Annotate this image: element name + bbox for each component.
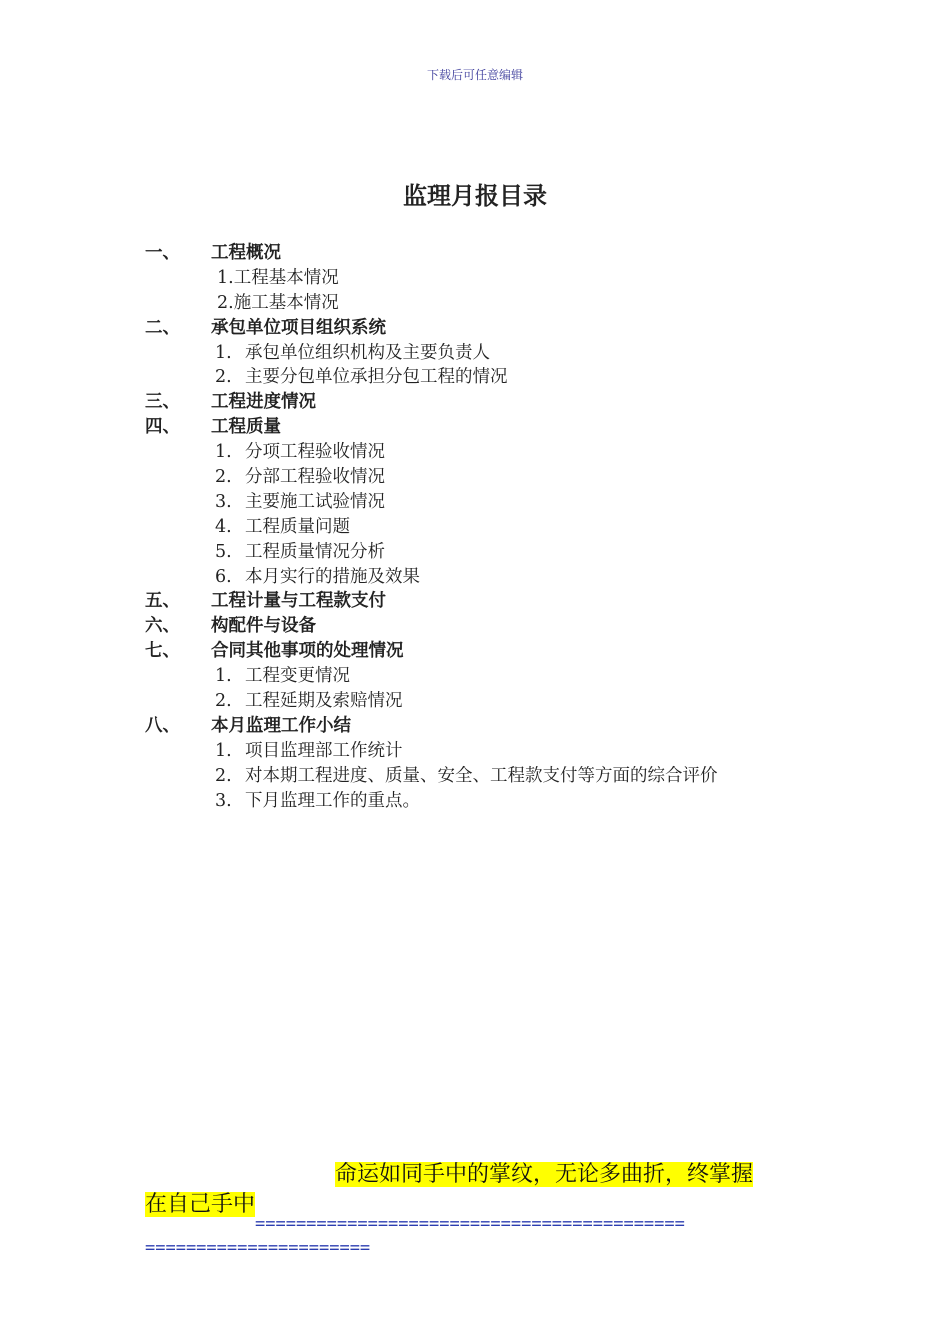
toc-subitem-text: 主要分包单位承担分包工程的情况 <box>245 367 508 388</box>
toc-subitem <box>145 440 845 465</box>
toc-section-number: 三、 <box>145 392 180 413</box>
toc-subitem-text: 2.施工基本情况 <box>217 292 339 313</box>
toc-subitem-number: 5. <box>215 541 232 562</box>
toc-section-title: 构配件与设备 <box>211 616 316 637</box>
separator-line-1: ========================================== <box>255 1214 685 1234</box>
toc-subitem-text: 工程延期及索赔情况 <box>245 691 403 712</box>
toc-section <box>145 390 845 415</box>
toc-section <box>145 589 845 614</box>
toc-subitem-number: 2. <box>215 367 232 388</box>
toc-subitem-text: 本月实行的措施及效果 <box>245 566 420 587</box>
toc-section-number: 七、 <box>145 641 180 662</box>
toc-section-title: 本月监理工作小结 <box>211 715 351 736</box>
toc-subitem-number: 1. <box>215 342 232 363</box>
toc-subitem-text: 工程质量情况分析 <box>245 541 385 562</box>
toc-subitem-text: 承包单位组织机构及主要负责人 <box>245 342 490 363</box>
toc-subitem-number: 1. <box>215 740 232 761</box>
toc-subitem-text: 对本期工程进度、质量、安全、工程款支付等方面的综合评价 <box>245 765 718 786</box>
toc-section <box>145 241 845 266</box>
header-note: 下载后可任意编辑 <box>426 68 523 82</box>
toc-section-title: 工程质量 <box>211 417 281 438</box>
toc-section-number: 一、 <box>145 243 180 263</box>
toc-subitem <box>145 341 845 366</box>
table-of-contents <box>145 241 845 813</box>
toc-section <box>145 614 845 639</box>
toc-subitem <box>145 365 845 390</box>
toc-subitem-text: 下月监理工作的重点。 <box>245 790 420 811</box>
separator-line <box>145 1212 810 1260</box>
toc-subitem-number: 4. <box>215 516 232 537</box>
toc-subitem-text: 1.工程基本情况 <box>217 267 339 288</box>
document-title: 监理月报目录 <box>403 181 547 210</box>
toc-subitem-text: 分项工程验收情况 <box>245 442 385 463</box>
toc-section-title: 工程概况 <box>211 243 281 263</box>
toc-subitem <box>145 565 845 590</box>
toc-section-number: 二、 <box>145 317 180 338</box>
toc-section-title: 工程进度情况 <box>211 392 316 413</box>
toc-subitem <box>145 664 845 689</box>
toc-section-number: 五、 <box>145 591 180 612</box>
toc-subitem-text: 项目监理部工作统计 <box>245 740 403 761</box>
toc-subitem-number: 3. <box>215 491 232 512</box>
toc-subitem <box>145 515 845 540</box>
toc-subitem <box>145 789 845 814</box>
toc-section-title: 工程计量与工程款支付 <box>211 591 386 612</box>
toc-section-number: 四、 <box>145 417 180 438</box>
toc-subitem <box>145 764 845 789</box>
toc-subitem-number: 1. <box>215 666 232 687</box>
toc-subitem-number: 2. <box>215 467 232 488</box>
toc-subitem <box>145 689 845 714</box>
toc-subitem <box>145 540 845 565</box>
toc-section <box>145 639 845 664</box>
toc-subitem <box>145 739 845 764</box>
toc-subitem-number: 6. <box>215 566 232 587</box>
motto-line-2: 在自己手中 <box>145 1192 256 1217</box>
toc-subitem <box>145 266 845 291</box>
toc-section-title: 合同其他事项的处理情况 <box>211 641 404 662</box>
toc-subitem-number: 1. <box>215 442 232 463</box>
toc-subitem <box>145 490 845 515</box>
separator-line-2: ====================== <box>145 1238 371 1258</box>
toc-section-title: 承包单位项目组织系统 <box>211 317 386 338</box>
toc-subitem-number: 2. <box>215 691 232 712</box>
toc-section-number: 六、 <box>145 616 180 637</box>
toc-subitem-text: 分部工程验收情况 <box>245 467 385 488</box>
motto-quote <box>145 1160 810 1220</box>
toc-section-number: 八、 <box>145 715 180 736</box>
toc-section <box>145 714 845 739</box>
toc-subitem-text: 工程质量问题 <box>245 516 350 537</box>
toc-subitem <box>145 465 845 490</box>
toc-subitem-text: 工程变更情况 <box>245 666 350 687</box>
toc-section <box>145 316 845 341</box>
motto-line-1: 命运如同手中的掌纹，无论多曲折，终掌握 <box>335 1162 754 1187</box>
toc-subitem-number: 2. <box>215 765 232 786</box>
toc-section <box>145 415 845 440</box>
toc-subitem-number: 3. <box>215 790 232 811</box>
toc-subitem <box>145 291 845 316</box>
toc-subitem-text: 主要施工试验情况 <box>245 491 385 512</box>
